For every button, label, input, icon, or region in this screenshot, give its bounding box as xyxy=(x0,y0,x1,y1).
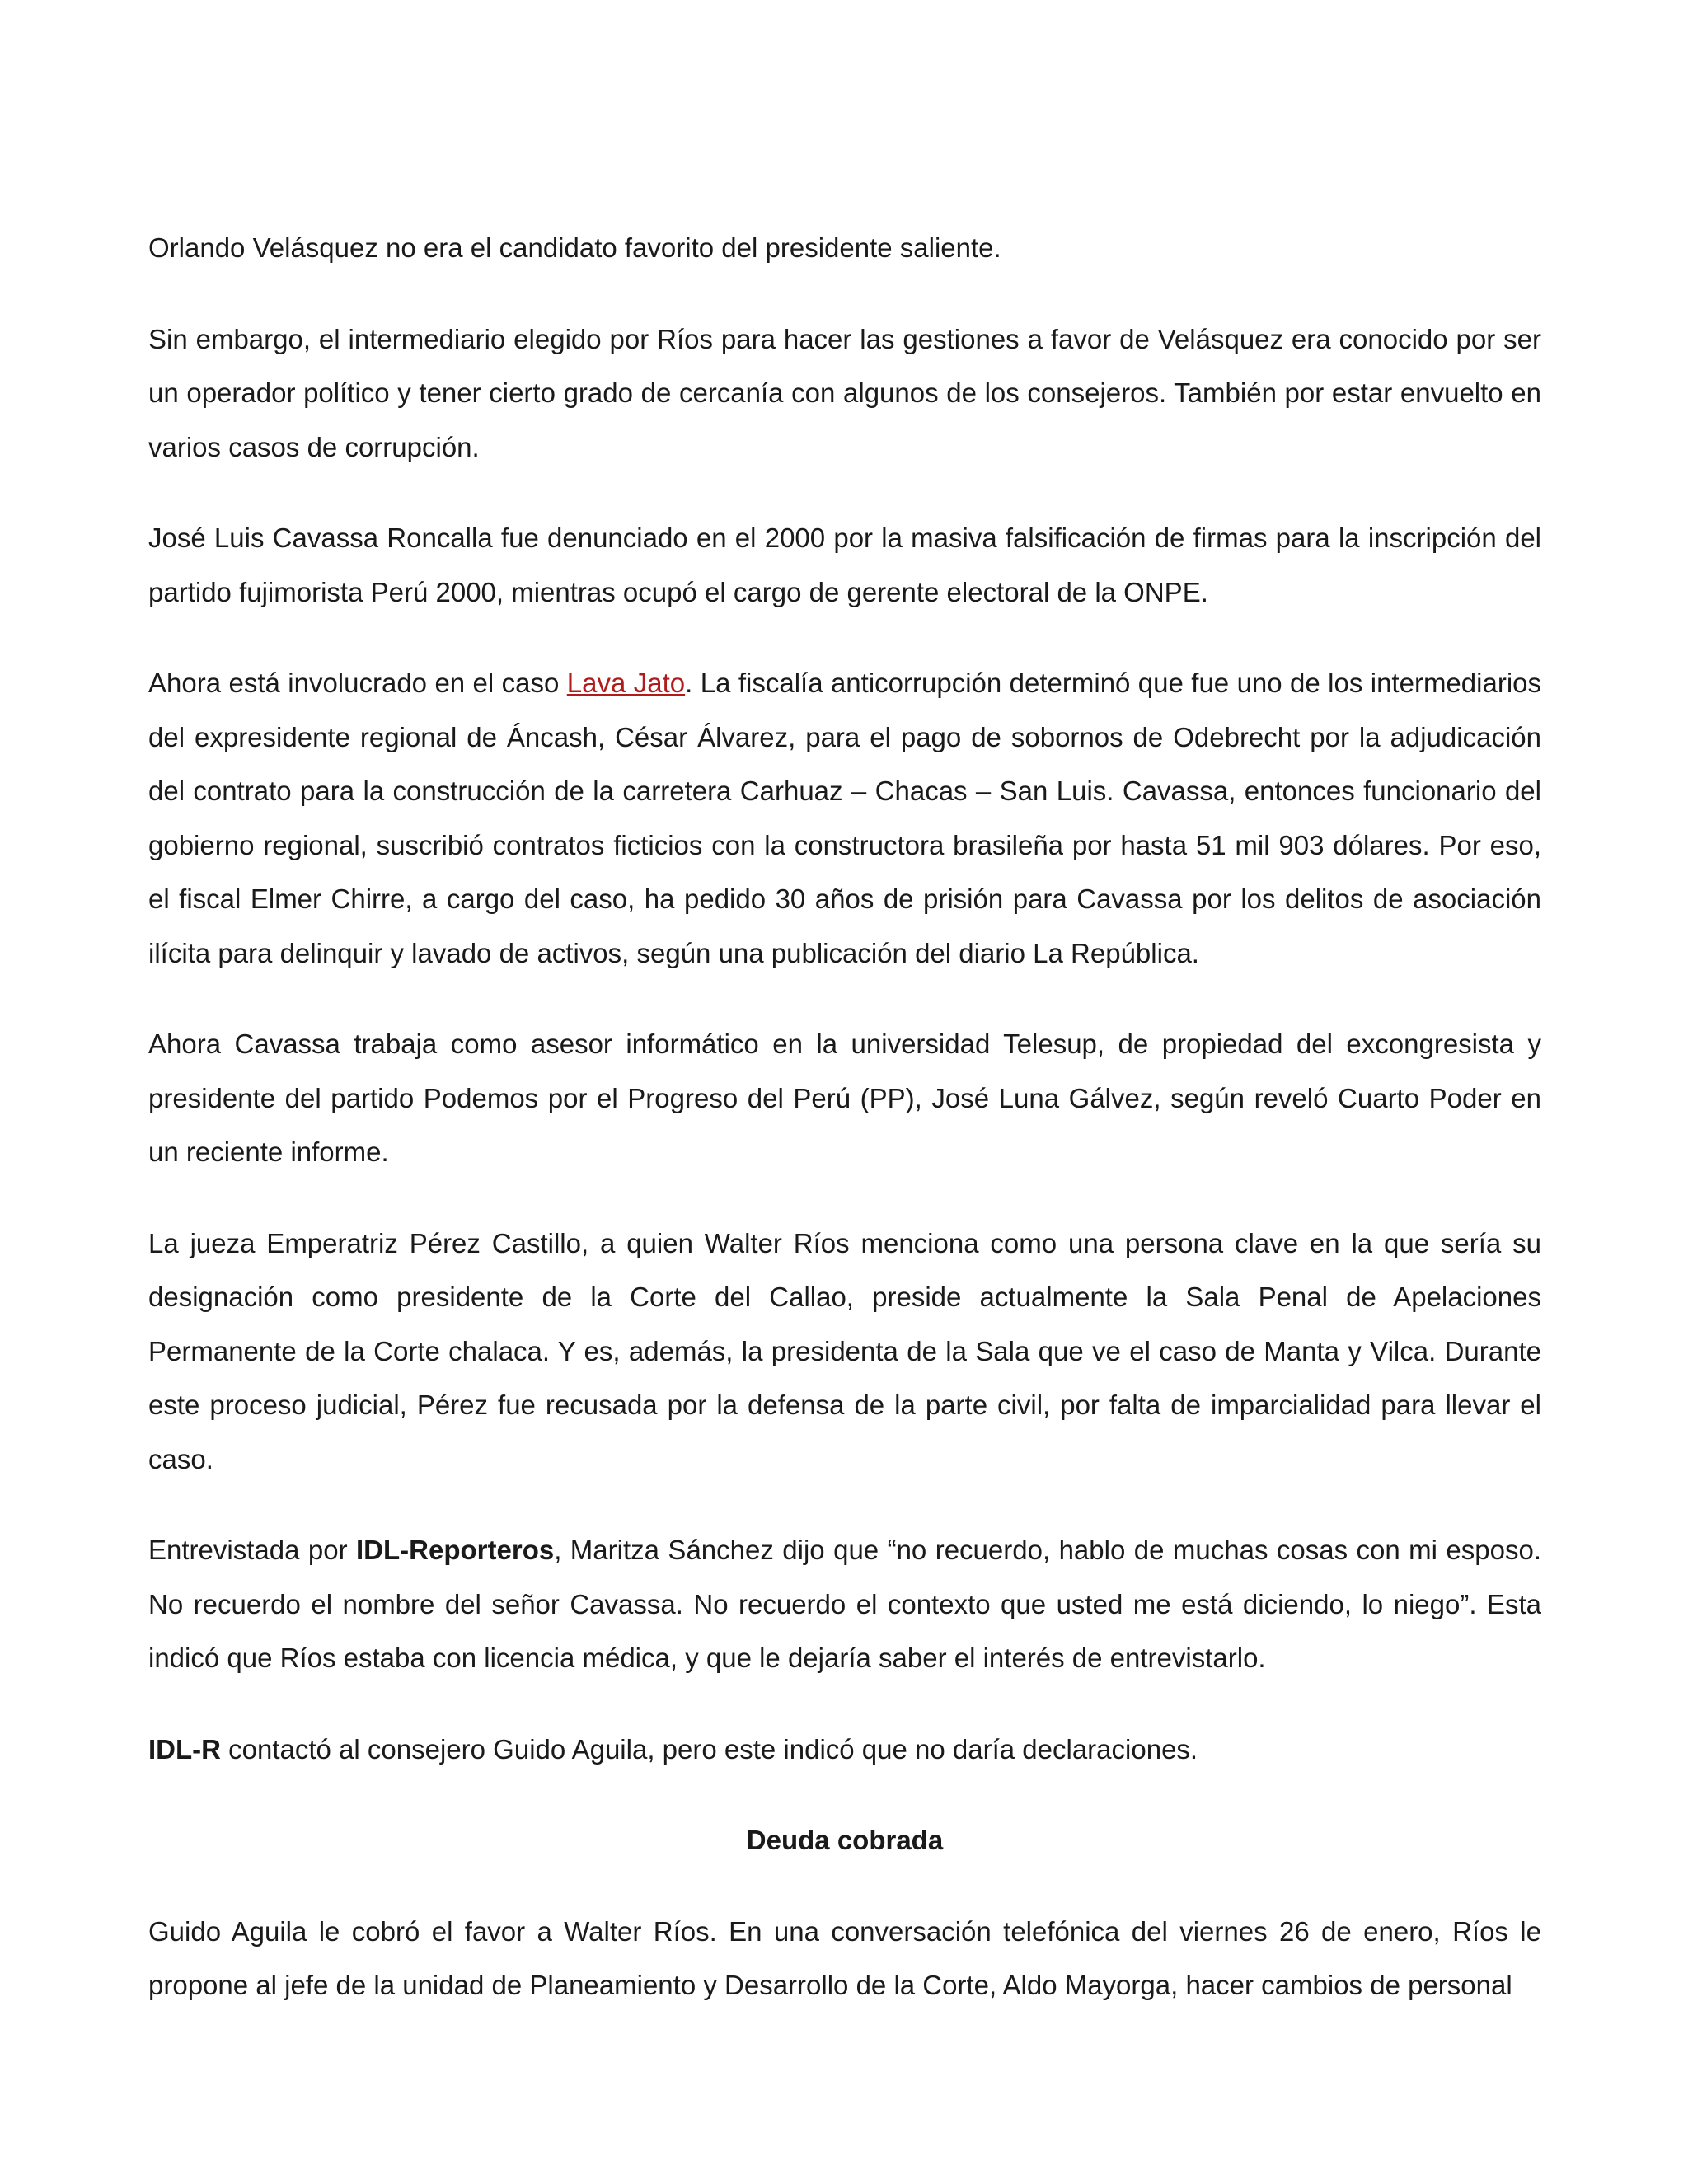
section-heading: Deuda cobrada xyxy=(746,1825,944,1855)
paragraph-3: José Luis Cavassa Roncalla fue denunciado en el 2000 por la masiva falsificación de firmas para la inscripción del partido fujimorista Perú 2000, mientras ocupó el cargo de gerente electoral de la ONPE. xyxy=(148,523,1541,607)
paragraph-8-text-after: contactó al consejero Guido Aguila, pero este indicó que no daría declaraciones. xyxy=(220,1733,1198,1765)
paragraph-7 xyxy=(148,1523,1541,1685)
paragraph-4-text-after: . La fiscalía anticorrupción determinó que fue uno de los intermediarios del expresidente regional de Áncash, César Álvarez, para el pago de sobornos de Odebrecht por la adjudicación del contrato para la construcción de la carretera Carhuaz – Chacas – San Luis. Cavassa, entonces funcionario del gobierno regional, suscribió contratos ficticios con la constructora brasileña por hasta 51 mil 903 dólares. Por eso, el fiscal Elmer Chirre, a cargo del caso, ha pedido 30 años de prisión para Cavassa por los delitos de asociación ilícita para delinquir y lavado de activos, según una publicación del diario La República. xyxy=(148,668,1541,968)
paragraph-4-text-before: Ahora está involucrado en el caso xyxy=(148,668,567,698)
paragraph-5: Ahora Cavassa trabaja como asesor informático en la universidad Telesup, de propiedad del excongresista y presidente del partido Podemos por el Progreso del Perú (PP), José Luna Gálvez, según reveló Cuarto Poder en un reciente informe. xyxy=(148,1029,1541,1167)
paragraph-6: La jueza Emperatriz Pérez Castillo, a quien Walter Ríos menciona como una persona clave en la que sería su designación como presidente de la Corte del Callao, preside actualmente la Sala Penal de Apelaciones Permanente de la Corte chalaca. Y es, además, la presidenta de la Sala que ve el caso de Manta y Vilca. Durante este proceso judicial, Pérez fue recusada por la defensa de la parte civil, por falta de imparcialidad para llevar el caso. xyxy=(148,1227,1541,1474)
paragraph-9: Guido Aguila le cobró el favor a Walter Ríos. En una conversación telefónica del viernes 26 de enero, Ríos le propone al jefe de la unidad de Planeamiento y Desarrollo de la Corte, Aldo Mayorga, hacer cambios de personal xyxy=(148,1915,1541,2000)
paragraph-7-text-after: , Maritza Sánchez dijo que “no recuerdo, hablo de muchas cosas con mi esposo. No recuerdo el nombre del señor Cavassa. No recuerdo el contexto que usted me está diciendo, lo niego”. Esta indicó que Ríos estaba con licencia médica, y que le dejaría saber el interés de entrevistarlo. xyxy=(148,1535,1541,1673)
paragraph-1: Orlando Velásquez no era el candidato favorito del presidente saliente. xyxy=(148,232,1001,263)
idl-reporteros-name: IDL-Reporteros xyxy=(356,1535,555,1565)
lava-jato-link[interactable]: Lava Jato xyxy=(566,668,686,698)
paragraph-4 xyxy=(148,656,1541,980)
idl-r-name: IDL-R xyxy=(148,1733,221,1765)
paragraph-7-text-before: Entrevistada por xyxy=(148,1535,357,1565)
paragraph-2: Sin embargo, el intermediario elegido por Ríos para hacer las gestiones a favor de Velásquez era conocido por ser un operador político y tener cierto grado de cercanía con algunos de los consejeros. También por estar envuelto en varios casos de corrupción. xyxy=(148,323,1541,462)
paragraph-8 xyxy=(148,1722,1541,1777)
document-body xyxy=(148,221,1541,2050)
